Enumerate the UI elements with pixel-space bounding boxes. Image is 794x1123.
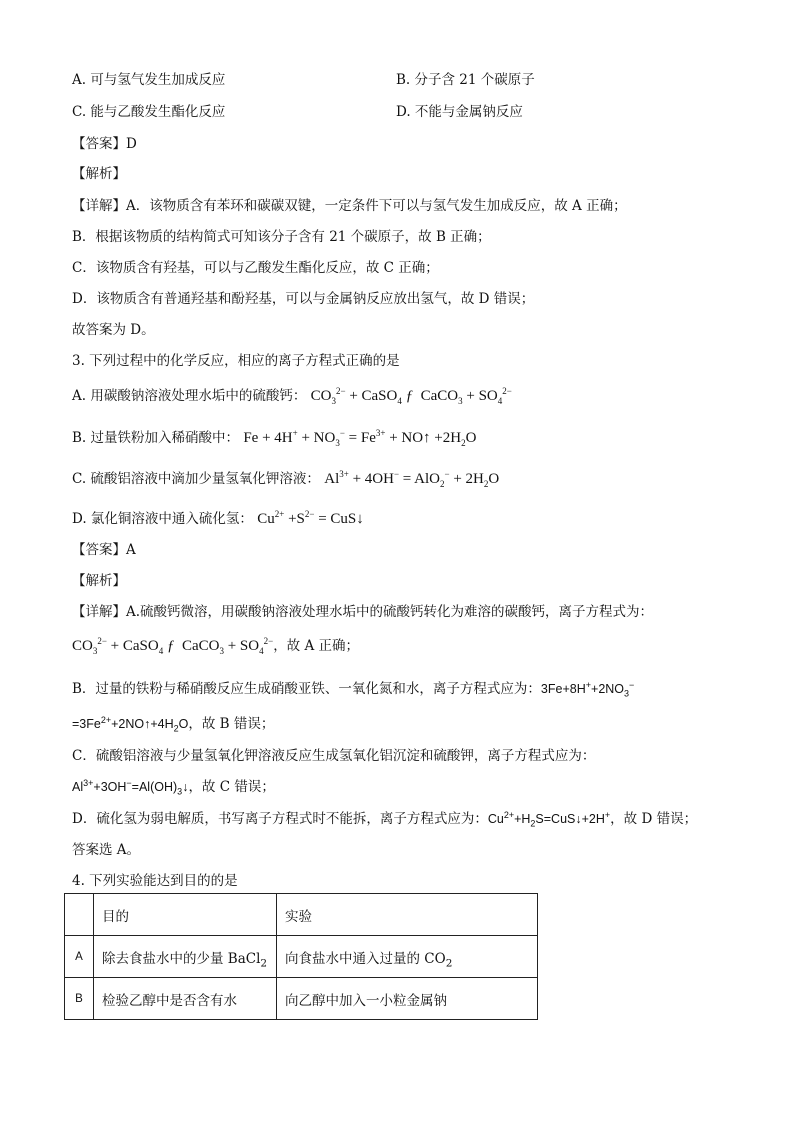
row-purpose: 除去食盐水中的少量 BaCl$_2$ — [94, 936, 277, 978]
row-experiment: 向食盐水中通入过量的 $CO_2$ — [277, 936, 538, 978]
option-c-q3-text: C. 硫酸铝溶液中滴加少量氢氧化钾溶液： — [72, 471, 320, 487]
table-header-row — [65, 894, 538, 936]
option-d-q2: D. 不能与金属钠反应 — [396, 104, 523, 120]
row-label: B — [65, 978, 94, 1020]
answer-q2: 【答案】D — [72, 136, 137, 152]
detail-c-q3-equation: $Al^{3+}+3OH^-=Al(OH)_3↓$ — [72, 777, 189, 797]
stem-q4: 4. 下列实验能达到目的的是 — [72, 873, 238, 889]
detail-b-q3-end: ，故 B 错误； — [188, 716, 275, 732]
detail-c-q3-end: ，故 C 错误； — [188, 779, 275, 795]
detail-b-q3-equation-end: $=3Fe^{2+}+2NO↑+4H_2O$ — [72, 714, 189, 734]
option-b-q3-text: B. 过量铁粉加入稀硝酸中： — [72, 430, 240, 446]
stem-q3: 3. 下列过程中的化学反应，相应的离子方程式正确的是 — [72, 353, 400, 369]
equation-b-q3: $Fe + 4H^+ + NO_3^- = Fe^{3+}$ + NO↑ $+2H_2O$ — [243, 428, 477, 448]
detail-a-q2: 【详解】A．该物质含有苯环和碳碳双键，一定条件下可以与氢气发生加成反应，故 A 正确； — [72, 198, 627, 214]
detail-d-q3: D．硫化氢为弱电解质，书写离子方程式时不能拆，离子方程式应为： — [72, 811, 488, 827]
detail-a-q3: 【详解】A.硫酸钙微溶，用碳酸钠溶液处理水垢中的硫酸钙转化为难溶的碳酸钙，离子方程式为： — [72, 604, 654, 620]
detail-a-q3-end: ，故 A 正确； — [273, 638, 360, 654]
detail-c-q2: C．该物质含有羟基，可以与乙酸发生酯化反应，故 C 正确； — [72, 260, 439, 276]
detail-b-q3: B．过量的铁粉与稀硝酸反应生成硝酸亚铁、一氧化氮和水，离子方程式应为： — [72, 681, 541, 697]
option-c-q3 — [72, 467, 499, 488]
equation-a-q3: $CO_3^{2-}$ + CaSO$_4$ ƒ CaCO$_3$ + $SO_4^{2-}$ — [310, 386, 512, 406]
option-a-q2: A. 可与氢气发生加成反应 — [72, 72, 226, 88]
equation-d-q3: $Cu^{2+} +S^{2-}$ = CuS↓ — [257, 509, 364, 527]
detail-d-q3-end: ，故 D 错误； — [610, 811, 698, 827]
detail-d-q3-equation: $Cu^{2+}+H_2S=CuS↓+2H^+$ — [487, 809, 611, 829]
option-c-q2: C. 能与乙酸发生酯化反应 — [72, 104, 226, 120]
answer-q3: 【答案】A — [72, 542, 136, 558]
table-row — [65, 978, 538, 1020]
conclusion-q3: 答案选 A。 — [72, 842, 141, 858]
detail-a-q3-equation: $CO_3^{2-}$ + CaSO$_4$ ƒ CaCO$_3$ + $SO_4^{2-}$ — [72, 636, 274, 656]
option-b-q3 — [72, 426, 476, 447]
table-row — [65, 936, 538, 978]
option-a-q3 — [72, 384, 512, 405]
detail-a-q3-equation-line — [72, 634, 359, 655]
table-header-blank — [65, 894, 94, 936]
detail-d-q2: D．该物质含有普通羟基和酚羟基，可以与金属钠反应放出氢气，故 D 错误； — [72, 291, 535, 307]
detail-d-q3-line — [72, 807, 697, 827]
detail-b-q2: B．根据该物质的结构简式可知该分子含有 21 个碳原子，故 B 正确； — [72, 229, 491, 245]
option-b-q2: B. 分子含 21 个碳原子 — [396, 72, 535, 88]
detail-b-q3-line2 — [72, 712, 274, 732]
table-header-purpose: 目的 — [94, 894, 277, 936]
option-d-q3 — [72, 507, 364, 528]
table-header-experiment: 实验 — [277, 894, 538, 936]
detail-c-q3-line2 — [72, 775, 275, 795]
analysis-label-q3: 【解析】 — [72, 573, 126, 589]
row-experiment: 向乙醇中加入一小粒金属钠 — [277, 978, 538, 1020]
row-purpose: 检验乙醇中是否含有水 — [94, 978, 277, 1020]
option-d-q3-text: D. 氯化铜溶液中通入硫化氢： — [72, 511, 253, 527]
detail-b-q3-line — [72, 677, 634, 697]
detail-c-q3: C．硫酸铝溶液与少量氢氧化钾溶液反应生成氢氧化铝沉淀和硫酸钾，离子方程式应为： — [72, 748, 596, 764]
analysis-label-q2: 【解析】 — [72, 166, 126, 182]
row-label: A — [65, 936, 94, 978]
option-a-q3-text: A. 用碳酸钠溶液处理水垢中的硫酸钙： — [72, 388, 307, 404]
detail-b-q3-equation-start: $3Fe+8H^++2NO_3^-$ — [540, 679, 635, 699]
experiment-table — [64, 893, 538, 1020]
conclusion-q2: 故答案为 D。 — [72, 322, 155, 338]
equation-c-q3: $Al^{3+} + 4OH^- = AlO_2^- + 2H_2O$ — [324, 469, 500, 489]
